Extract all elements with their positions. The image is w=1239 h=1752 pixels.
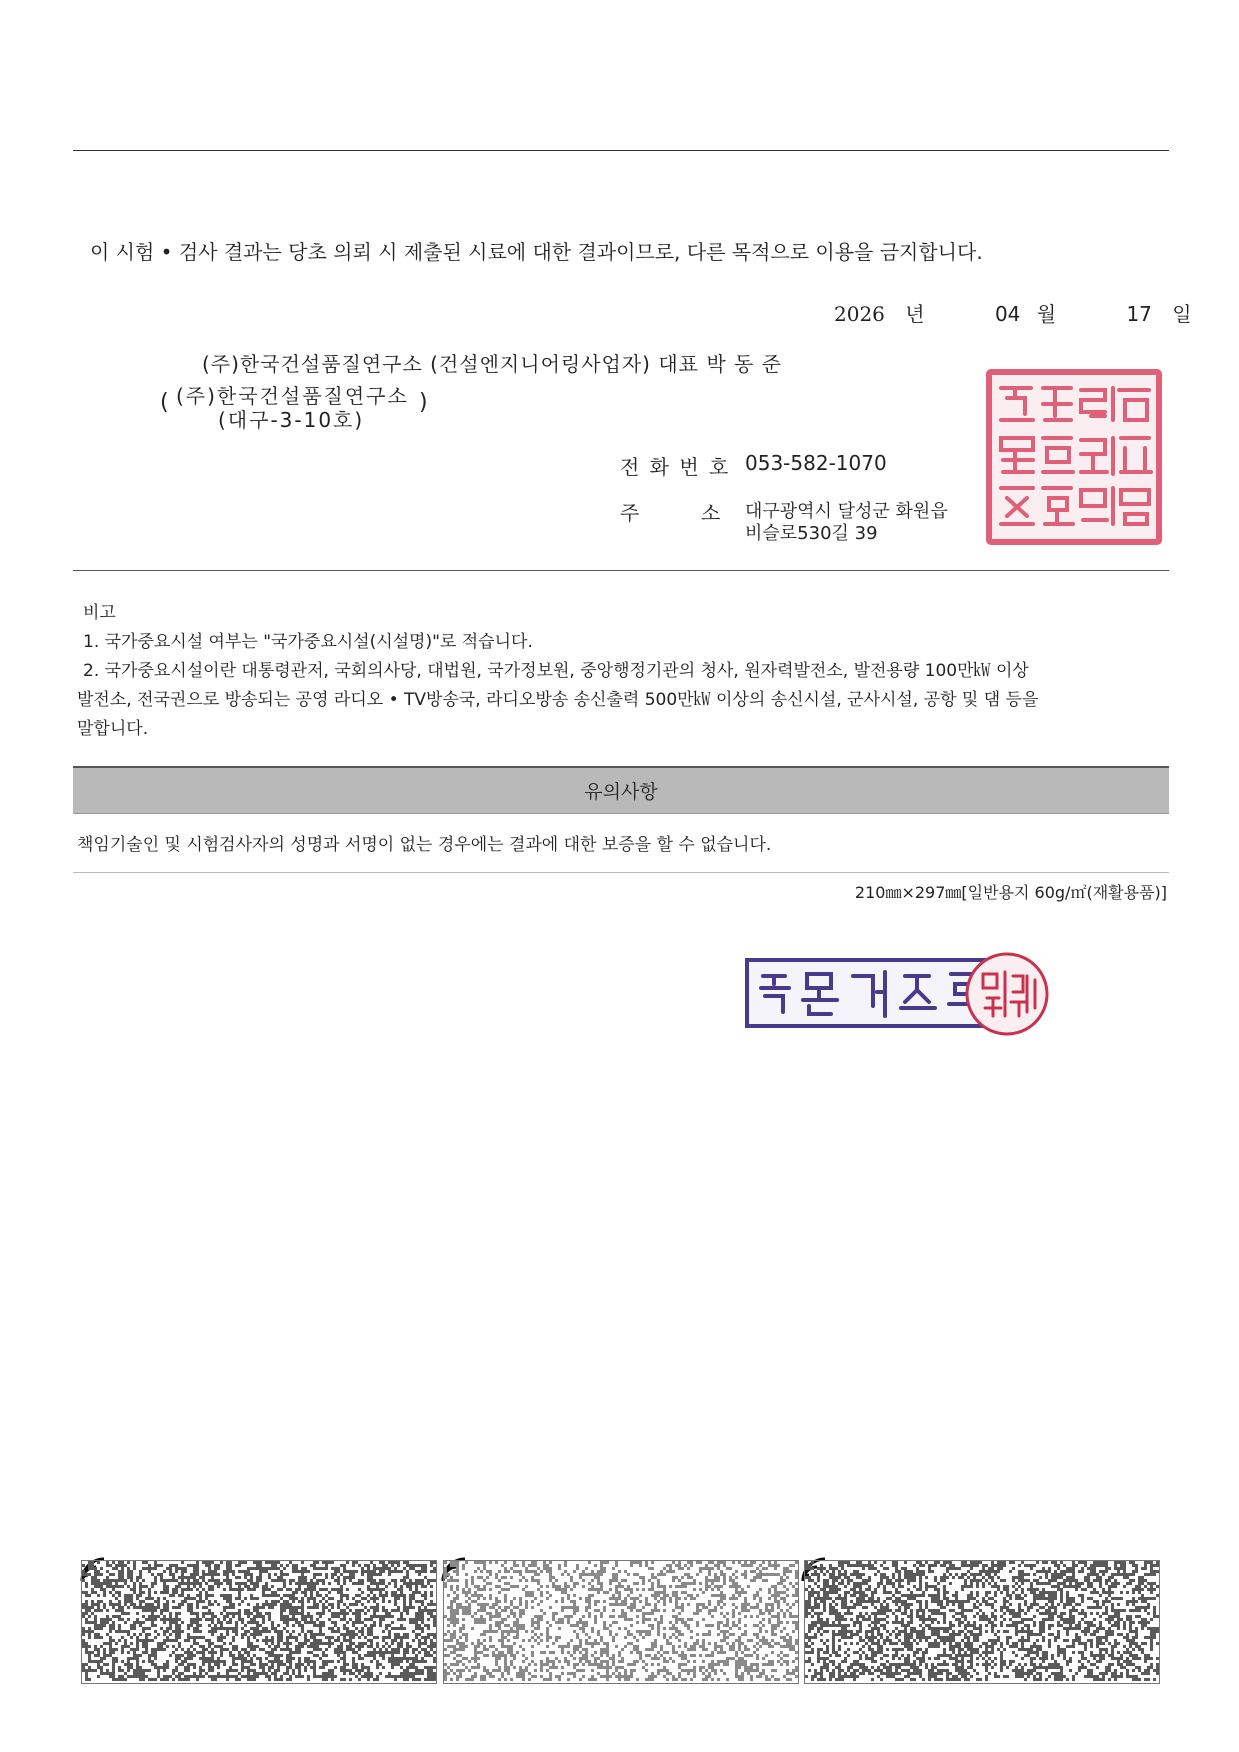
remarks-item-2-line-3: 말합니다.: [77, 719, 149, 739]
issuer-company-name: (주)한국건설품질연구소: [176, 384, 409, 408]
paren-close: ): [419, 390, 428, 415]
company-seal: [985, 368, 1163, 546]
date-day: 17: [1126, 302, 1152, 326]
phone-number: 053-582-1070: [745, 451, 887, 475]
disclaimer-text: 이 시험 • 검사 결과는 당초 의뢰 시 제출된 시료에 대한 결과이므로, 다른 목적으로 이용을 금지합니다.: [90, 240, 983, 264]
paren-open: (: [160, 390, 169, 415]
notice-rule: [73, 872, 1169, 873]
copy-verification-stamp: [745, 950, 1050, 1040]
paper-spec: 210㎜×297㎜[일반용지 60g/㎡(재활용품)]: [854, 883, 1167, 902]
phone-label: 전 화 번 호: [620, 455, 731, 479]
notice-header: [73, 766, 1169, 814]
security-barcode-1: [81, 1560, 437, 1684]
address-label-2: 소: [701, 501, 721, 525]
remarks-item-1: 1. 국가중요시설 여부는 "국가중요시설(시설명)"로 적습니다.: [83, 632, 533, 652]
notice-title: 유의사항: [584, 781, 658, 803]
remarks-item-2-line-2: 발전소, 전국권으로 방송되는 공영 라디오 • TV방송국, 라디오방송 송신출력 500만㎾ 이상의 송신시설, 군사시설, 공항 및 댐 등을: [77, 690, 1039, 710]
address-line-1: 대구광역시 달성군 화원읍: [745, 501, 948, 522]
issue-date: [834, 298, 1192, 327]
issuer-company-line: (주)한국건설품질연구소 (건설엔지니어링사업자) 대표 박 동 준: [202, 352, 782, 376]
date-year: 2026: [834, 302, 885, 326]
date-month-unit: 월: [1036, 302, 1057, 326]
top-rule: [73, 150, 1169, 151]
date-day-unit: 일: [1172, 302, 1192, 326]
remarks-title: 비고: [83, 603, 116, 623]
date-year-unit: 년: [905, 302, 925, 326]
remarks-item-2-line-1: 2. 국가중요시설이란 대통령관저, 국회의사당, 대법원, 국가정보원, 중앙행정기관의 청사, 원자력발전소, 발전용량 100만㎾ 이상: [83, 661, 1029, 681]
address-label-1: 주: [620, 501, 640, 525]
security-barcode-2: [443, 1560, 799, 1684]
security-barcode-3: [804, 1560, 1160, 1684]
issuer-registration: (대구-3-10호): [218, 408, 365, 432]
address-line-2: 비슬로530길 39: [745, 523, 878, 544]
section-rule: [73, 570, 1169, 571]
date-month: 04: [994, 302, 1021, 326]
notice-text: 책임기술인 및 시험검사자의 성명과 서명이 없는 경우에는 결과에 대한 보증을 할 수 없습니다.: [77, 835, 772, 855]
